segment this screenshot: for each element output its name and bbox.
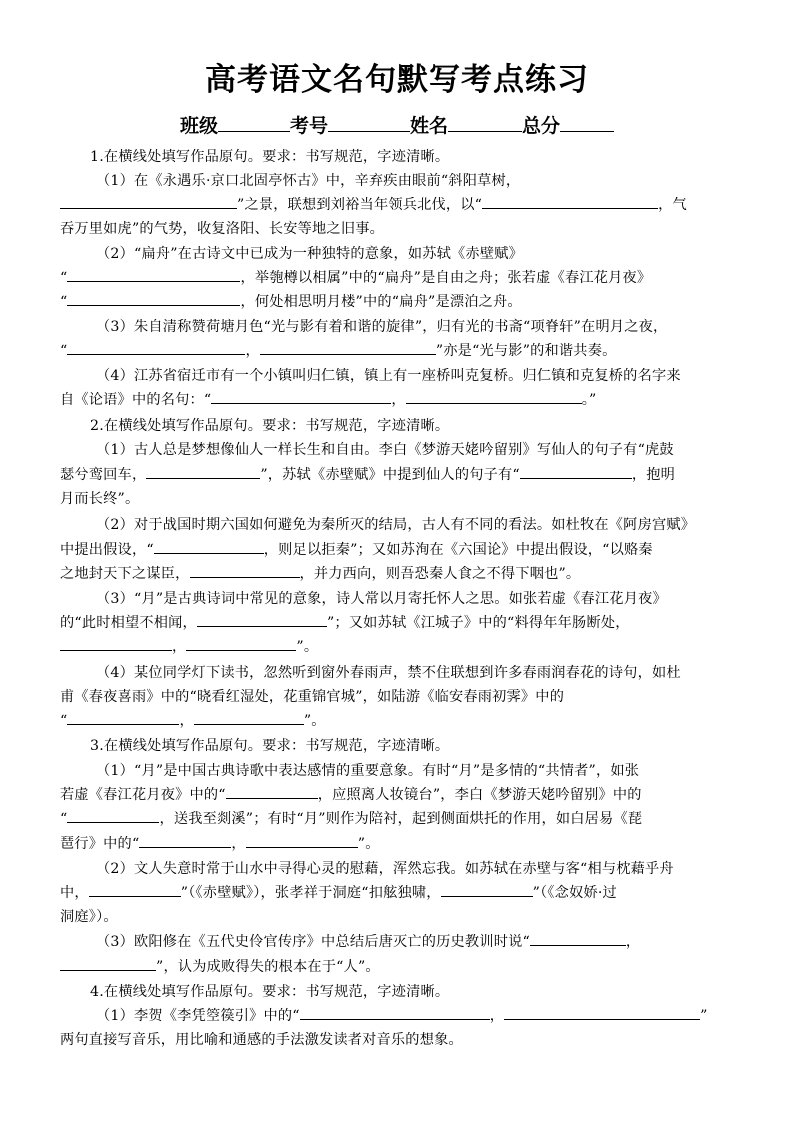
answer-blank[interactable] xyxy=(441,881,533,897)
answer-blank[interactable] xyxy=(260,339,436,355)
question-text xyxy=(96,930,772,954)
question-text-segment: ”。 xyxy=(357,836,380,852)
question-text: 甫《春夜喜雨》中的“晓看红湿处，花重锦官城”，如陆游《临安春雨初霁》中的 xyxy=(60,689,565,705)
student-info-row xyxy=(0,111,794,139)
question-text-segment: ”之景，联想到刘裕当年领兵北伐，以“ xyxy=(237,197,483,213)
answer-blank[interactable] xyxy=(60,193,237,209)
question-text xyxy=(60,266,736,290)
question-text xyxy=(60,635,736,659)
question-text-segment: “ xyxy=(60,713,68,729)
question-text-segment: 之地封天下之谋臣， xyxy=(60,566,190,582)
question-text-segment: ”（《念奴娇·过 xyxy=(532,885,617,901)
answer-blank[interactable] xyxy=(60,635,172,651)
class-label: 班级 xyxy=(179,115,218,137)
question-text xyxy=(60,955,736,979)
question-text-segment: ， xyxy=(231,836,246,852)
question-text: 月而长终”。 xyxy=(60,491,140,507)
section-3-heading: 3.在横线处填写作品原句。要求：书写规范，字迹清晰。 xyxy=(90,738,450,754)
question-text-segment: 。” xyxy=(581,392,597,408)
answer-blank[interactable] xyxy=(190,562,300,578)
question-text-segment: “ xyxy=(60,294,68,310)
question-text: （3）朱自清称赞荷塘月色“光与影有着和谐的旋律”，归有光的书斋“项脊轩”在明月之夜， xyxy=(96,319,668,335)
name-label: 姓名 xyxy=(410,115,449,137)
answer-blank[interactable] xyxy=(504,1004,700,1020)
question-text-segment: ”，苏轼《赤壁赋》中提到仙人的句子有“ xyxy=(260,467,520,483)
answer-blank[interactable] xyxy=(89,881,181,897)
question-text-segment: ， xyxy=(245,343,260,359)
question-text-segment: ，举匏樽以相属”中的“扁舟”是自由之舟；张若虚《春江花月夜》 xyxy=(240,270,652,286)
question-text: （1）古人总是梦想像仙人一样长生和自由。李白《梦游天姥吟留别》写仙人的句子有“虎鼓 xyxy=(96,442,674,458)
question-text xyxy=(60,709,736,733)
section-4-heading: 4.在横线处填写作品原句。要求：书写规范，字迹清晰。 xyxy=(90,984,450,1000)
question-text: （3）“月”是古典诗词中常见的意象，诗人常以月寄托怀人之思。如张若虚《春江花月夜》 xyxy=(96,591,667,607)
question-text xyxy=(60,881,736,905)
question-text-segment: 的“此时相望不相闻， xyxy=(60,615,197,631)
question-text xyxy=(60,290,736,314)
answer-blank[interactable] xyxy=(520,463,632,479)
question-text-segment: ，何处相思明月楼”中的“扁舟”是漂泊之舟。 xyxy=(240,294,522,310)
answer-blank[interactable] xyxy=(67,339,245,355)
question-text-segment: 中， xyxy=(60,885,89,901)
answer-blank[interactable] xyxy=(300,1004,490,1020)
question-text xyxy=(60,562,736,586)
answer-blank[interactable] xyxy=(67,807,159,823)
question-text-segment: ”，认为成败得失的根本在于“人”。 xyxy=(156,959,380,975)
question-text-segment: （1）李贺《李凭箜篌引》中的“ xyxy=(96,1008,300,1024)
question-text xyxy=(96,1004,772,1028)
question-text: （4）某位同学灯下读书，忽然听到窗外春雨声，禁不住联想到许多春雨润春花的诗句，如杜 xyxy=(96,665,681,681)
question-text-segment: ，气 xyxy=(658,197,687,213)
section-2-heading: 2.在横线处填写作品原句。要求：书写规范，字迹清晰。 xyxy=(90,418,450,434)
question-text-segment: “ xyxy=(60,343,68,359)
question-text: 两句直接写音乐，用比喻和通感的手法激发读者对音乐的想象。 xyxy=(60,1032,463,1048)
page-title: 高考语文名句默写考点练习 xyxy=(205,62,589,98)
question-text: （2）对于战国时期六国如何避免为秦所灭的结局，古人有不同的看法。如杜牧在《阿房宫赋》 xyxy=(96,517,696,533)
answer-blank[interactable] xyxy=(146,463,260,479)
answer-blank[interactable] xyxy=(482,193,658,209)
question-text-segment: （3）欧阳修在《五代史伶官传序》中总结后唐灭亡的历史教训时说“ xyxy=(96,934,530,950)
answer-blank[interactable] xyxy=(60,955,156,971)
class-field[interactable] xyxy=(218,111,290,132)
question-text-segment: “ xyxy=(60,811,68,827)
question-text: （1）“月”是中国古典诗歌中表达感情的重要意象。有时“月”是多情的“共情者”，如张 xyxy=(96,763,640,779)
question-text: （4）江苏省宿迁市有一个小镇叫归仁镇，镇上有一座桥叫克复桥。归仁镇和克复桥的名字来 xyxy=(96,368,681,384)
question-text-segment: ， xyxy=(489,1008,505,1024)
question-text-segment: ” xyxy=(700,1008,708,1024)
score-label: 总分 xyxy=(522,115,561,137)
answer-blank[interactable] xyxy=(246,832,358,848)
question-text xyxy=(60,463,736,487)
question-text-segment: ”（《赤壁赋》），张孝祥于洞庭“扣舷独啸， xyxy=(180,885,441,901)
question-text-segment: ”。 xyxy=(303,713,326,729)
question-text: （2）“扁舟”在古诗文中已成为一种独特的意象，如苏轼《赤壁赋》 xyxy=(96,246,523,262)
question-text xyxy=(60,783,736,807)
question-text-segment: ，抱明 xyxy=(631,467,675,483)
question-text-segment: ”亦是“光与影”的和谐共奏。 xyxy=(435,343,617,359)
question-text: 吞万里如虎”的气势，收复洛阳、长安等地之旧事。 xyxy=(60,221,384,237)
question-text-segment: ， xyxy=(391,392,406,408)
question-text-segment: “ xyxy=(60,270,68,286)
question-text xyxy=(60,832,736,856)
question-text xyxy=(60,611,736,635)
question-text xyxy=(60,807,736,831)
question-text-segment: ， xyxy=(172,639,187,655)
question-text-segment: 中提出假设，“ xyxy=(60,542,154,558)
question-text xyxy=(60,388,736,412)
question-text-segment: ， xyxy=(625,934,641,950)
question-text-segment: 瑟兮鸾回车， xyxy=(60,467,147,483)
answer-blank[interactable] xyxy=(211,388,391,404)
question-text-segment: ”。 xyxy=(296,639,319,655)
answer-blank[interactable] xyxy=(139,832,231,848)
question-text xyxy=(60,339,736,363)
question-text: （1）在《永遇乐·京口北固亭怀古》中，辛弃疾由眼前“斜阳草树， xyxy=(96,173,521,189)
name-field[interactable] xyxy=(448,111,522,132)
answer-blank[interactable] xyxy=(67,709,179,725)
answer-blank[interactable] xyxy=(67,266,240,282)
answer-blank[interactable] xyxy=(530,930,626,946)
number-label: 考号 xyxy=(289,115,328,137)
question-text xyxy=(60,193,736,217)
question-text: （2）文人失意时常于山水中寻得心灵的慰藉，浑然忘我。如苏轼在赤壁与客“相与枕藉乎舟 xyxy=(96,861,674,877)
answer-blank[interactable] xyxy=(197,611,327,627)
question-text: 洞庭》）。 xyxy=(60,909,118,925)
question-text-segment: 自《论语》中的名句：“ xyxy=(60,392,212,408)
question-text-segment: 琶行》中的“ xyxy=(60,836,140,852)
question-text-segment: ，则足以拒秦”；又如苏洵在《六国论》中提出假设，“以赂秦 xyxy=(263,542,653,558)
number-field[interactable] xyxy=(328,111,410,132)
score-field[interactable] xyxy=(560,111,614,132)
question-text-segment: ， xyxy=(179,713,194,729)
question-text-segment: ”；又如苏轼《江城子》中的“料得年年肠断处， xyxy=(326,615,630,631)
answer-blank[interactable] xyxy=(154,538,264,554)
question-text-segment: ，送我至剡溪”；有时“月”则作为陪衬，起到侧面烘托的作用，如白居易《琵 xyxy=(159,811,643,827)
section-1-heading: 1.在横线处填写作品原句。要求：书写规范，字迹清晰。 xyxy=(90,149,450,165)
answer-blank[interactable] xyxy=(406,388,582,404)
answer-blank[interactable] xyxy=(186,635,296,651)
answer-blank[interactable] xyxy=(194,709,304,725)
question-text-segment: 若虚《春江花月夜》中的“ xyxy=(60,787,226,803)
answer-blank[interactable] xyxy=(226,783,318,799)
answer-blank[interactable] xyxy=(67,290,240,306)
question-text xyxy=(60,538,736,562)
question-text-segment: ，并力西向，则吾恐秦人食之不得下咽也”。 xyxy=(299,566,581,582)
question-text-segment: ，应照离人妆镜台”，李白《梦游天姥吟留别》中的 xyxy=(317,787,642,803)
